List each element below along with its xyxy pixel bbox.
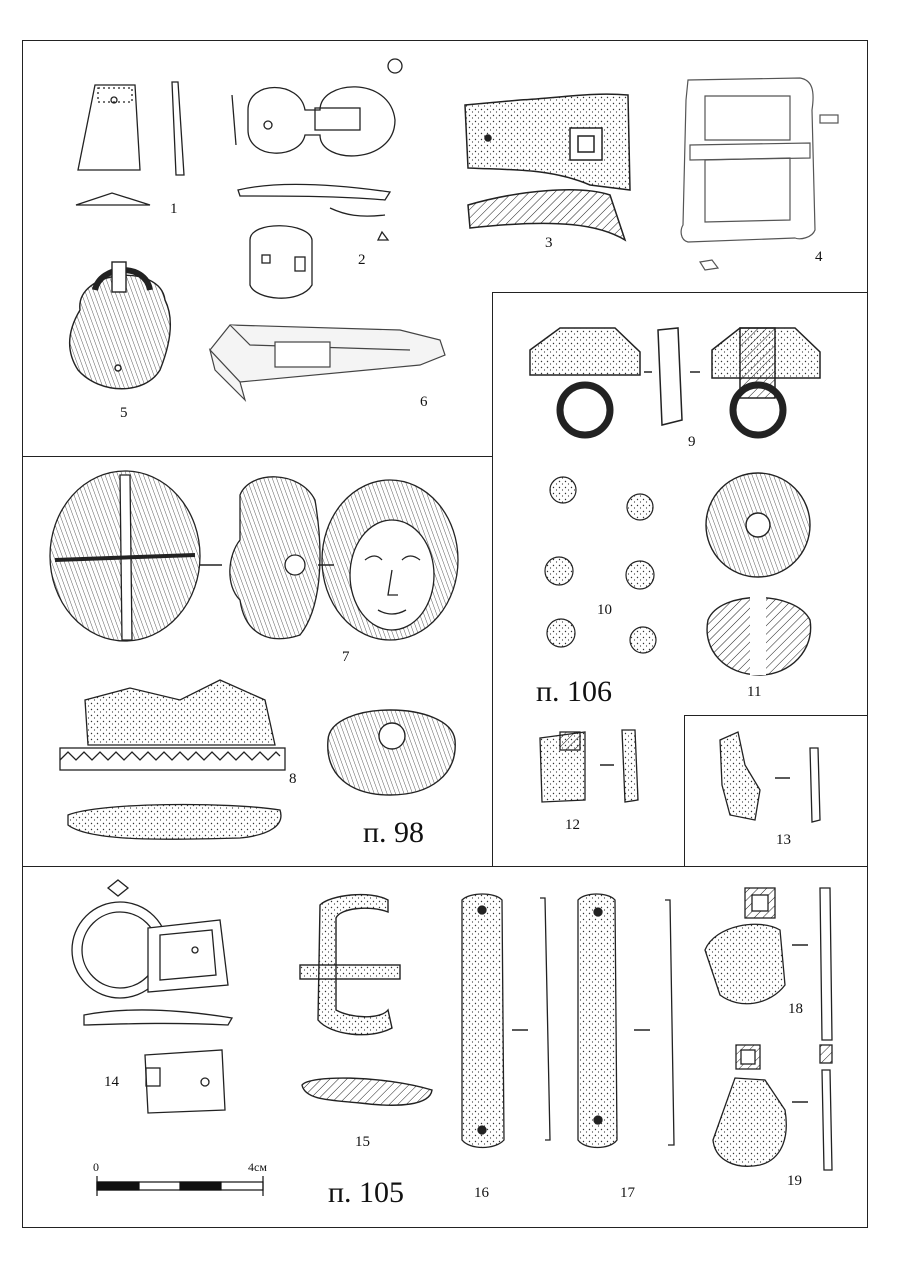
artifact-17 (578, 894, 674, 1148)
site-label-p106: п. 106 (536, 675, 613, 708)
scale-end-label: 4см (248, 1160, 267, 1174)
figure-number-14: 14 (104, 1074, 119, 1090)
figure-number-1: 1 (170, 201, 178, 217)
scale-start-label: 0 (93, 1160, 99, 1174)
figure-number-8: 8 (289, 771, 297, 787)
artifact-10 (545, 477, 656, 653)
artifact-8 (60, 680, 285, 839)
figure-number-17: 17 (620, 1185, 635, 1201)
artifact-1 (76, 82, 184, 205)
artifact-7 (50, 471, 458, 641)
artifact-18 (705, 888, 832, 1040)
figure-number-4: 4 (815, 249, 823, 265)
figure-number-11: 11 (747, 684, 762, 700)
figure-number-12: 12 (565, 817, 580, 833)
figure-number-10: 10 (597, 602, 612, 618)
artifact-4 (681, 78, 838, 270)
artifact-2 (232, 59, 402, 298)
figure-number-3: 3 (545, 235, 553, 251)
artifact-9 (530, 328, 820, 435)
artifact-7-section (328, 710, 455, 795)
figure-number-2: 2 (358, 252, 366, 268)
figure-number-7: 7 (342, 649, 350, 665)
artifact-11 (706, 473, 811, 675)
artifact-6 (210, 325, 445, 400)
artifact-12 (540, 730, 638, 802)
artifact-16 (462, 894, 550, 1148)
site-label-p105: п. 105 (328, 1176, 405, 1209)
figure-number-16: 16 (474, 1185, 489, 1201)
artifact-14 (72, 880, 232, 1113)
figure-number-9: 9 (688, 434, 696, 450)
site-label-p98: п. 98 (363, 816, 425, 849)
artifact-15 (300, 895, 432, 1106)
figure-number-5: 5 (120, 405, 128, 421)
artifact-5 (70, 262, 171, 389)
figure-number-13: 13 (776, 832, 791, 848)
figure-number-19: 19 (787, 1173, 802, 1189)
artifact-3 (465, 94, 630, 240)
figure-number-18: 18 (788, 1001, 803, 1017)
figure-number-6: 6 (420, 394, 428, 410)
scale-bar (97, 1176, 263, 1196)
figure-number-15: 15 (355, 1134, 370, 1150)
artifact-19 (713, 1045, 832, 1170)
artifact-13 (720, 732, 820, 822)
